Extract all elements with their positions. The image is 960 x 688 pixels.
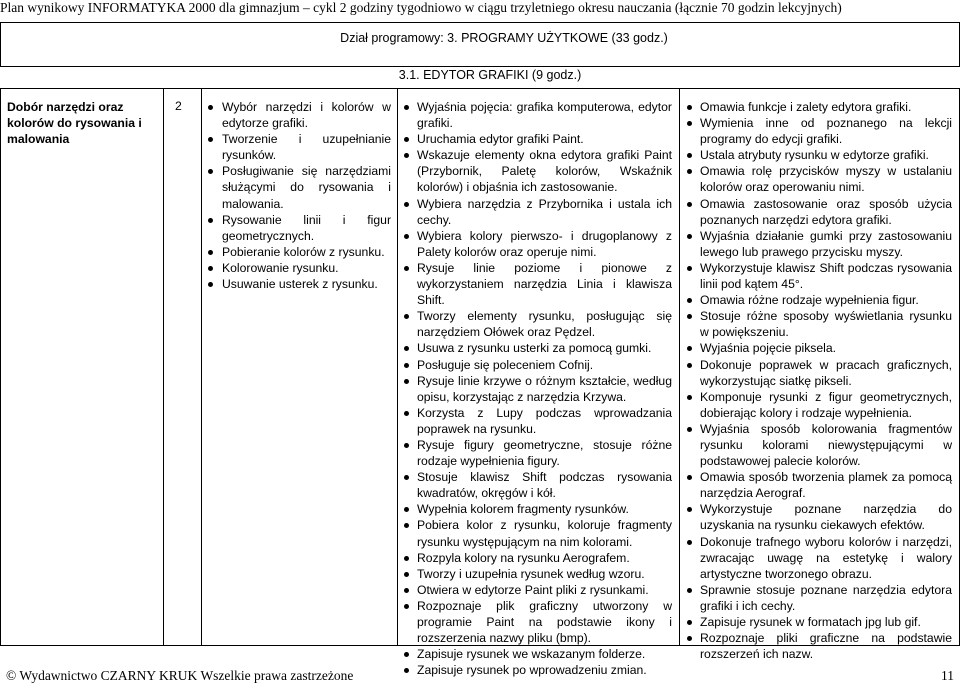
topic-text: Dobór narzędzi oraz kolorów do rysowania i malowania (7, 100, 142, 146)
extended-requirements-cell (680, 89, 959, 662)
list-item: Wybiera kolory pierwszo- i drugoplanowy z Palety kolorów oraz operuje nimi. (398, 228, 679, 260)
list-item: Ustala atrybuty rysunku w edytorze grafiki. (680, 147, 959, 163)
list-item: Dokonuje trafnego wyboru kolorów i narzędzi, zwracając uwagę na estetykę i walory artystyczne tworzonego obrazu. (680, 534, 959, 582)
list-item: Wybór narzędzi i kolorów w edytorze grafiki. (202, 99, 397, 131)
list-item: Rozpoznaje pliki graficzne na podstawie rozszerzeń ich nazw. (680, 630, 959, 662)
list-item: Wyjaśnia sposób kolorowania fragmentów rysunku kolorami niewystępującymi w podstawowej palecie kolorów. (680, 421, 959, 469)
list-item: Wyjaśnia pojęcie piksela. (680, 340, 959, 356)
header-title: Plan wynikowy INFORMATYKA 2000 dla gimnazjum – cykl 2 godziny tygodniowo w ciągu trzyletniego okresu nauczania (łącznie 70 godzin lekcyjnych) (0, 0, 842, 15)
copyright-text: © Wydawnictwo CZARNY KRUK Wszelkie prawa zastrzeżone (6, 668, 354, 683)
list-item: Stosuje klawisz Shift podczas rysowania kwadratów, okręgów i kół. (398, 469, 679, 501)
list-item: Wypełnia kolorem fragmenty rysunków. (398, 501, 679, 517)
list-item: Zapisuje rysunek po wprowadzeniu zmian. (398, 662, 679, 678)
list-item: Korzysta z Lupy podczas wprowadzania poprawek na rysunku. (398, 405, 679, 437)
list-item: Dokonuje poprawek w pracach graficznych, wykorzystując siatkę pikseli. (680, 357, 959, 389)
list-item: Zapisuje rysunek we wskazanym folderze. (398, 646, 679, 662)
list-item: Omawia sposób tworzenia plamek za pomocą narzędzia Aerograf. (680, 469, 959, 501)
list-item: Rysowanie linii i figur geometrycznych. (202, 212, 397, 244)
list-item: Pobiera kolor z rysunku, koloruje fragmenty rysunku występującym na nim kolorami. (398, 517, 679, 549)
page-header (0, 0, 960, 16)
list-item: Rozpyla kolory na rysunku Aerografem. (398, 550, 679, 566)
list-item: Wybiera narzędzia z Przybornika i ustala ich cechy. (398, 196, 679, 228)
list-item: Wyjaśnia działanie gumki przy zastosowaniu lewego lub prawego przycisku myszy. (680, 228, 959, 260)
list-item: Wymienia inne od poznanego na lekcji programy do edycji grafiki. (680, 115, 959, 147)
hours-text: 2 (175, 99, 182, 113)
list-item: Tworzy elementy rysunku, posługując się narzędziem Ołówek oraz Pędzel. (398, 308, 679, 340)
list-item: Pobieranie kolorów z rysunku. (202, 244, 397, 260)
section-label: Dział programowy: (340, 31, 444, 45)
list-item: Sprawnie stosuje poznane narzędzia edytora grafiki i ich cechy. (680, 582, 959, 614)
list-item: Rozpoznaje plik graficzny utworzony w programie Paint na podstawie ikony i rozszerzenia nazwy pliku (bmp). (398, 598, 679, 646)
list-item: Otwiera w edytorze Paint pliki z rysunkami. (398, 582, 679, 598)
list-item: Wykorzystuje poznane narzędzia do uzyskania na rysunku ciekawych efektów. (680, 501, 959, 533)
basic-requirements-cell (398, 89, 680, 678)
section-heading (1, 31, 959, 45)
list-item: Wykorzystuje klawisz Shift podczas rysowania linii pod kątem 45°. (680, 260, 959, 292)
list-item: Uruchamia edytor grafiki Paint. (398, 131, 679, 147)
section-box (0, 22, 960, 67)
list-item: Komponuje rysunki z figur geometrycznych, dobierając kolory i rodzaje wypełnienia. (680, 389, 959, 421)
subsection-value: 3.1. EDYTOR GRAFIKI (9 godz.) (398, 68, 582, 82)
list-item: Stosuje różne sposoby wyświetlania rysunku w powiększeniu. (680, 308, 959, 340)
list-item: Rysuje figury geometryczne, stosuje różne rodzaje wypełnienia figury. (398, 437, 679, 469)
section-value: 3. PROGRAMY UŻYTKOWE (33 godz.) (447, 31, 668, 45)
list-item: Kolorowanie rysunku. (202, 260, 397, 276)
topic-cell (1, 89, 164, 645)
list-item: Usuwanie usterek z rysunku. (202, 276, 397, 292)
page-number: 11 (941, 668, 954, 683)
list-item: Zapisuje rysunek w formatach jpg lub gif. (680, 614, 959, 630)
hours-cell (164, 89, 202, 645)
content-list (202, 89, 397, 292)
content-cell (202, 89, 398, 645)
list-item: Rysuje linie poziome i pionowe z wykorzystaniem narzędzia Linia i klawisza Shift. (398, 260, 679, 308)
list-item: Posługuje się poleceniem Cofnij. (398, 357, 679, 373)
list-item: Tworzenie i uzupełnianie rysunków. (202, 131, 397, 163)
list-item: Wskazuje elementy okna edytora grafiki Paint (Przybornik, Paletę kolorów, Wskaźnik kolorów) i objaśnia ich zastosowanie. (398, 147, 679, 195)
subsection-heading (0, 68, 960, 82)
basic-list (398, 89, 679, 678)
list-item: Rysuje linie krzywe o różnym kształcie, według opisu, korzystając z narzędzia Krzywa. (398, 373, 679, 405)
list-item: Posługiwanie się narzędziami służącymi do rysowania i malowania. (202, 163, 397, 211)
list-item: Wyjaśnia pojęcia: grafika komputerowa, edytor grafiki. (398, 99, 679, 131)
list-item: Omawia zastosowanie oraz sposób użycia poznanych narzędzi edytora grafiki. (680, 196, 959, 228)
list-item: Omawia rolę przycisków myszy w ustalaniu kolorów oraz operowaniu nimi. (680, 163, 959, 195)
list-item: Omawia różne rodzaje wypełnienia figur. (680, 292, 959, 308)
list-item: Omawia funkcje i zalety edytora grafiki. (680, 99, 959, 115)
extended-list (680, 89, 959, 662)
list-item: Usuwa z rysunku usterki za pomocą gumki. (398, 340, 679, 356)
list-item: Tworzy i uzupełnia rysunek według wzoru. (398, 566, 679, 582)
